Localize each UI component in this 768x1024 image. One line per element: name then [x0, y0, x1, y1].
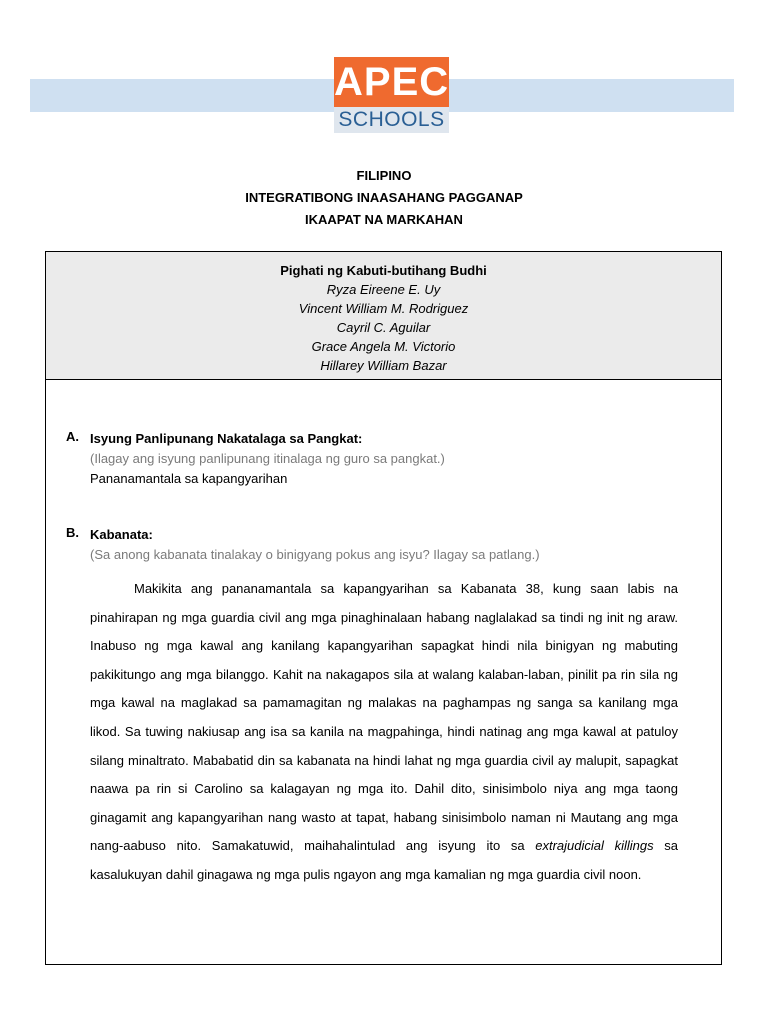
section-a-label: A. — [66, 429, 79, 444]
author-name: Cayril C. Aguilar — [336, 320, 431, 335]
section-a-answer: Pananamantala sa kapangyarihan — [90, 471, 288, 486]
section-b-hint: (Sa anong kabanata tinalakay o binigyang pokus ang isyu? Ilagay sa patlang.) — [90, 547, 540, 562]
author-name: Grace Angela M. Victorio — [311, 339, 456, 354]
section-b — [66, 525, 706, 565]
section-b-label: B. — [66, 525, 79, 540]
content-box — [45, 251, 722, 965]
paragraph-emphasis: extrajudicial killings — [535, 838, 654, 854]
document-titles — [0, 165, 768, 231]
project-title: Pighati ng Kabuti-butihang Budhi — [280, 263, 487, 278]
logo-schools-text: SCHOOLS — [334, 107, 449, 133]
author-name: Ryza Eireene E. Uy — [326, 282, 441, 297]
apec-schools-logo — [334, 57, 449, 133]
author-name: Hillarey William Bazar — [320, 358, 447, 373]
section-b-paragraph — [90, 575, 678, 890]
section-a-title: Isyung Panlipunang Nakatalaga sa Pangkat: — [90, 431, 363, 446]
logo-apec-text: APEC — [334, 57, 449, 107]
subject-title: FILIPINO — [356, 168, 412, 183]
author-name: Vincent William M. Rodriguez — [298, 301, 469, 316]
section-a-hint: (Ilagay ang isyung panlipunang itinalaga ng guro sa pangkat.) — [90, 451, 445, 466]
section-b-title: Kabanata: — [90, 527, 153, 542]
assessment-title: INTEGRATIBONG INAASAHANG PAGGANAP — [245, 190, 523, 205]
section-a — [66, 429, 706, 489]
project-header — [46, 252, 721, 380]
paragraph-text-end: sa kasalukuyan dahil ginagawa ng mga pulis ngayon ang mga kamalian ng mga guardia civil noon. — [90, 838, 678, 882]
paragraph-text: Makikita ang pananamantala sa kapangyarihan sa Kabanata 38, kung saan labis na pinahirapan ng mga guardia civil ang mga pinaghinalaan habang naglalakad sa tindi ng init ng araw. Inabuso ng mga kawal ang kanilang kapangyarihan sapagkat hindi nila binigyan ng mabuting pakikitungo ang mga bilanggo. Kahit na nakagapos sila at walang kalaban-laban, pinilit pa rin sila ng mga kawal na maglakad sa pamamagitan ng malakas na paghampas ng sanga sa kanilang mga likod. Sa tuwing nakiusap ang isa sa kanila na magpahinga, hindi natinag ang mga kawal at patuloy silang minaltrato. Mababatid din sa kabanata na hindi lahat ng mga guardia civil ay malupit, sapagkat naawa pa rin si Carolino sa kalagayan ng mga ito. Dahil dito, sinisimbolo niya ang mga taong ginagamit ang kapangyarihan nang wasto at tapat, habang sinisimbolo naman ni Mautang ang mga nang-aabuso nito. Samakatuwid, maihahalintulad ang isyung ito sa — [90, 581, 678, 854]
quarter-title: IKAAPAT NA MARKAHAN — [305, 212, 463, 227]
